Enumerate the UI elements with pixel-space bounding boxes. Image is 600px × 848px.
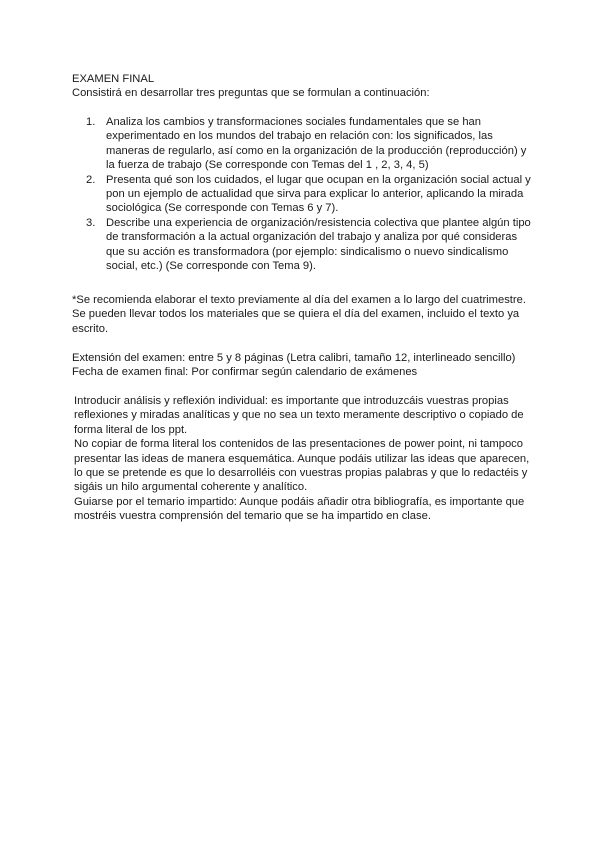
question-item bbox=[86, 216, 538, 274]
question-text: Describe una experiencia de organización/resistencia colectiva que plantee algún tipo de transformación a la actual organización del trabajo y analiza por qué consideras que su acción es transformadora (por ejemplo: sindicalismo o nuevo sindicalismo social, etc.) (Se corresponde con Tema 9). bbox=[106, 216, 531, 273]
question-number: 3. bbox=[86, 216, 96, 229]
question-text: Presenta qué son los cuidados, el lugar que ocupan en la organización social actual y pon un ejemplo de actualidad que sirva para explicar lo anterior, aplicando la mirada sociológica (Se corresponde con Temas 6 y 7). bbox=[106, 173, 531, 215]
recommendation-note: *Se recomienda elaborar el texto previamente al día del examen a lo largo del cuatrimestre. Se pueden llevar todos los materiales que se quiera el día del examen, incluido el texto ya escrito. bbox=[72, 294, 526, 335]
questions-list bbox=[86, 115, 538, 273]
instruction-paragraph: Guiarse por el temario impartido: Aunque podáis añadir otra bibliografía, es importante que mostréis vuestra comprensión del temario que se ha impartido en clase. bbox=[74, 495, 525, 523]
question-number: 1. bbox=[86, 116, 96, 128]
question-item bbox=[86, 173, 538, 216]
instruction-paragraph: Introducir análisis y reflexión individual: es importante que introduzcáis vuestras propias reflexiones y miradas analíticas y que no sea un texto meramente descriptivo o copiado de forma literal de los ppt. bbox=[74, 395, 524, 436]
question-item bbox=[86, 115, 538, 173]
instruction-paragraph: No copiar de forma literal los contenidos de las presentaciones de power point, ni tampoco presentar las ideas de manera esquemática. Aunque podáis utilizar las ideas que aparecen, lo que se pretende es que lo desarrolléis con vuestras propias palabras y que lo redactéis y sigáis un hilo argumental coherente y analítico. bbox=[74, 438, 530, 494]
document-title: EXAMEN FINAL bbox=[72, 73, 155, 85]
intro-text: Consistirá en desarrollar tres preguntas que se formulan a continuación: bbox=[72, 87, 430, 99]
question-number: 2. bbox=[86, 173, 96, 186]
exam-extension: Extensión del examen: entre 5 y 8 páginas (Letra calibri, tamaño 12, interlineado sencillo) bbox=[72, 352, 516, 364]
instructions-block bbox=[74, 394, 534, 524]
exam-date: Fecha de examen final: Por confirmar según calendario de exámenes bbox=[72, 366, 418, 378]
question-text: Analiza los cambios y transformaciones sociales fundamentales que se han experimentado en los mundos del trabajo en relación con: los significados, las maneras de regularlo, así como en la organización de la producción (reproducción) y la fuerza de trabajo (Se corresponde con Temas del 1 , 2, 3, 4, 5) bbox=[106, 116, 527, 172]
